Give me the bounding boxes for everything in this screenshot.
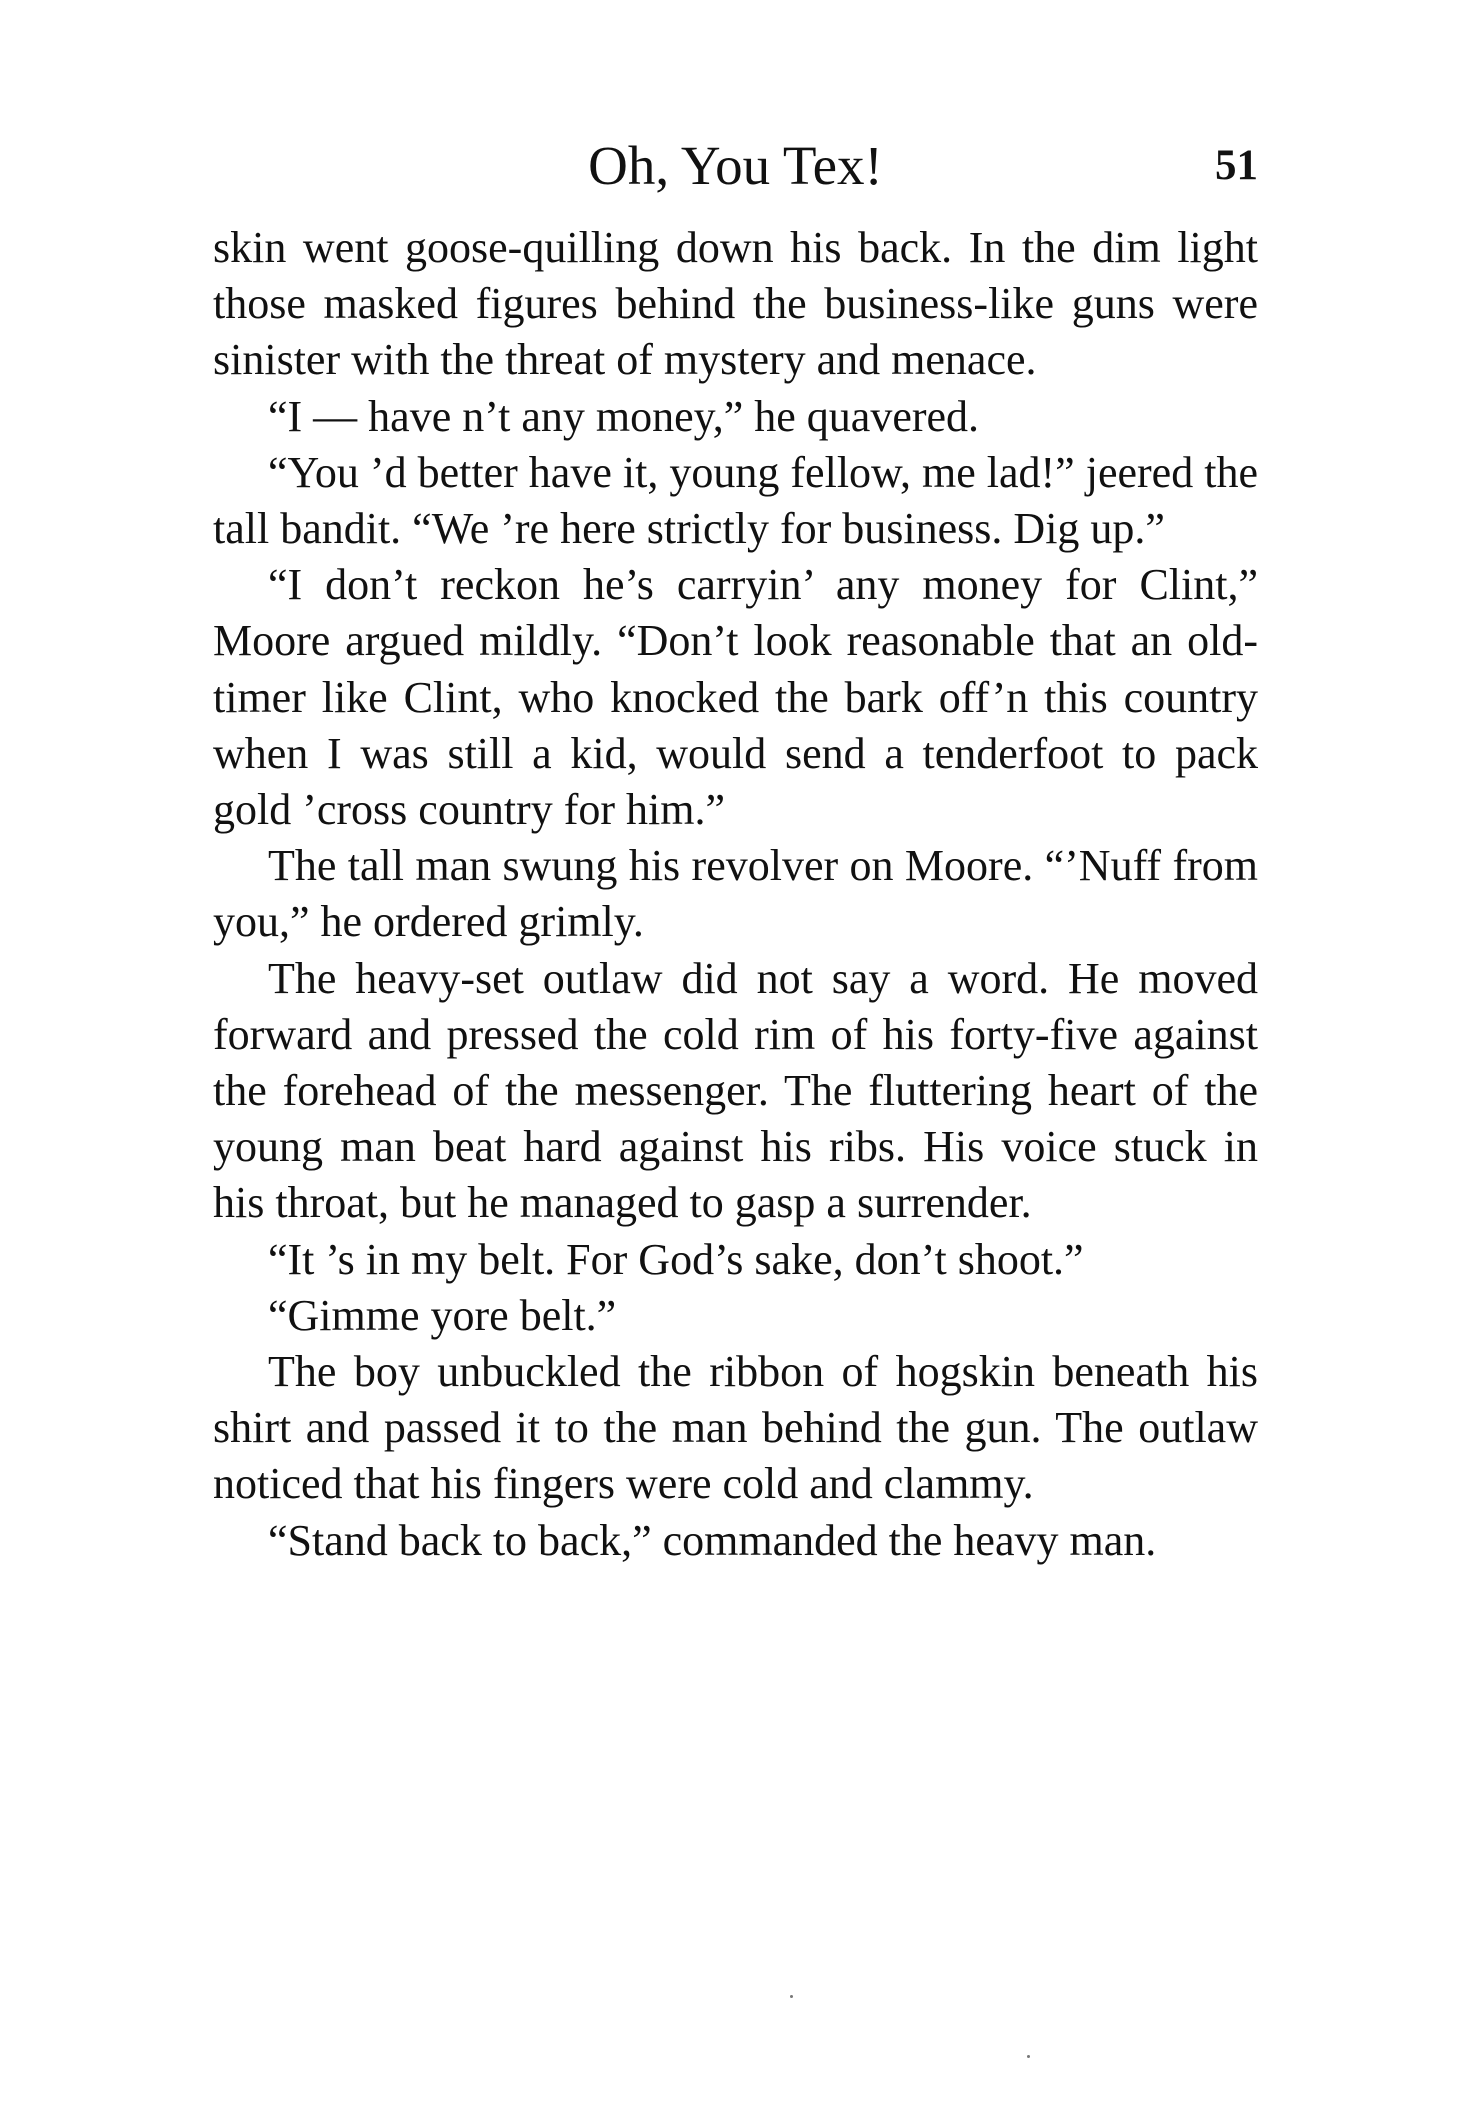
- paragraph: The heavy-set outlaw did not say a word. He moved forward and pressed the cold rim of his forty-five against the forehead of the messenger. The fluttering heart of the young man beat hard against his ribs. His voice stuck in his throat, but he managed to gasp a surrender.: [213, 953, 1258, 1228]
- print-speck: [790, 1995, 793, 1998]
- paragraph: “It ’s in my belt. For God’s sake, don’t shoot.”: [268, 1234, 1084, 1284]
- paragraph: “I — have n’t any money,” he quavered.: [268, 391, 980, 441]
- running-title: Oh, You Tex!: [588, 135, 883, 196]
- page-header: [213, 126, 1258, 206]
- paragraph: “Stand back to back,” commanded the heavy man.: [268, 1515, 1157, 1565]
- body-text: [213, 220, 1258, 1569]
- page-number: 51: [1215, 142, 1258, 189]
- print-speck: [1027, 2055, 1030, 2058]
- paragraph: The tall man swung his revolver on Moore. “’Nuff from you,” he ordered grimly.: [213, 841, 1258, 947]
- paragraph: “Gimme yore belt.”: [268, 1290, 617, 1340]
- paragraph: “You ’d better have it, young fellow, me lad!” jeered the tall bandit. “We ’re here strictly for business. Dig up.”: [213, 447, 1258, 554]
- paragraph-continued: skin went goose-quilling down his back. In the dim light those masked figures behind the business-like guns were sinister with the threat of mystery and menace.: [213, 223, 1258, 385]
- paragraph: “I don’t reckon he’s carryin’ any money for Clint,” Moore argued mildly. “Don’t look reasonable that an old-timer like Clint, who knocked the bark off’n this country when I was still a kid, would send a tenderfoot to pack gold ’cross country for him.”: [213, 560, 1258, 835]
- paragraph: The boy unbuckled the ribbon of hogskin beneath his shirt and passed it to the man behind the gun. The outlaw noticed that his fingers were cold and clammy.: [213, 1347, 1258, 1509]
